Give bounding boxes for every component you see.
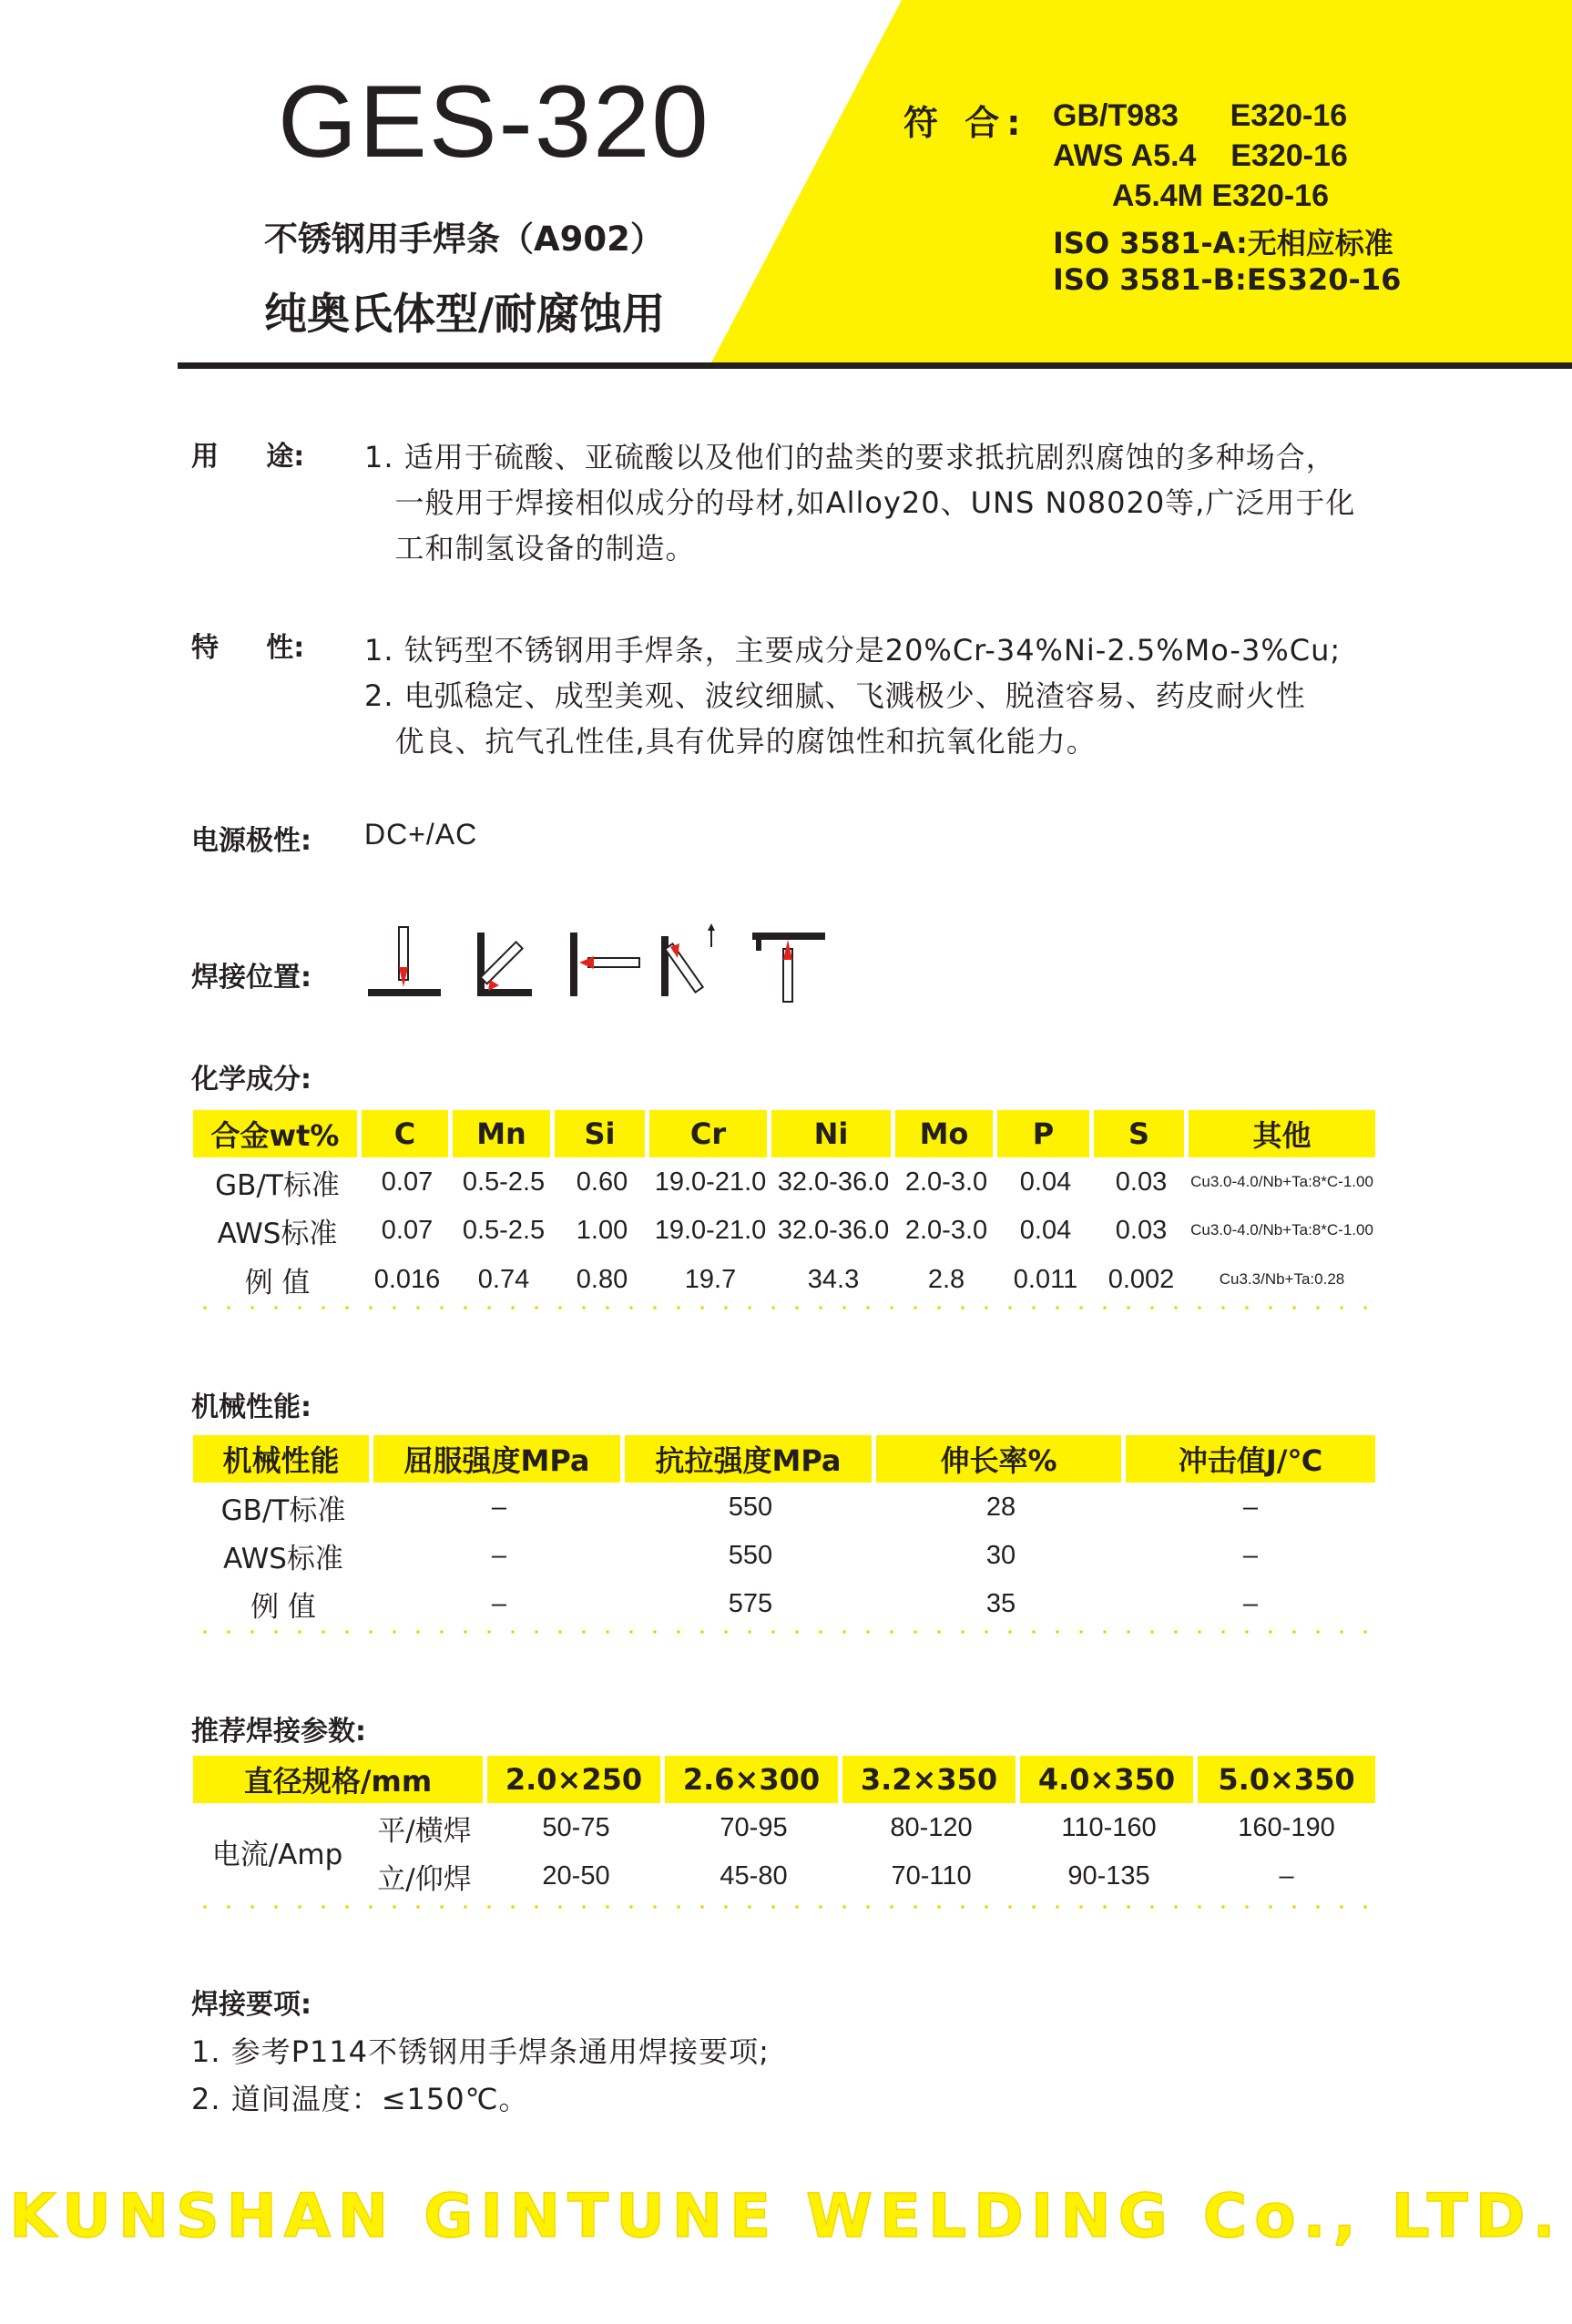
table-cell: GB/T标准 <box>215 1168 340 1202</box>
table-cell: 110-160 <box>1061 1812 1157 1842</box>
table-cell: 20-50 <box>542 1860 610 1891</box>
chemistry-title: 化学成分: <box>191 1064 311 1096</box>
welding-params-header: 5.0×350 <box>1198 1756 1375 1803</box>
table-cell: 19.0-21.0 <box>654 1215 767 1245</box>
mechanical-title: 机械性能: <box>191 1391 311 1423</box>
table-cell: 575 <box>728 1588 773 1618</box>
table-cell: 0.80 <box>576 1264 628 1294</box>
dotted-divider <box>193 1306 1368 1310</box>
dotted-divider <box>193 1630 1368 1634</box>
power-polarity-label: 电源极性: <box>191 825 311 857</box>
chemistry-table <box>193 1110 1375 1305</box>
mechanical-header: 屈服强度MPa <box>373 1435 625 1483</box>
features-line: 1. 钛钙型不锈钢用手焊条，主要成分是20%Cr-34%Ni-2.5%Mo-3%Cu; <box>364 633 1342 668</box>
table-cell: 例 值 <box>244 1266 311 1300</box>
table-row <box>193 1803 1375 1852</box>
table-cell: GB/T标准 <box>220 1493 346 1527</box>
product-code: GES-320 <box>278 65 710 178</box>
footer-company-name: KUNSHAN GINTUNE WELDING Co., LTD. <box>9 2181 1563 2251</box>
welding-params-header: 2.0×250 <box>487 1756 665 1803</box>
welding-params-title: 推荐焊接参数: <box>191 1716 366 1748</box>
table-cell: 0.5-2.5 <box>462 1215 546 1245</box>
features-label: 特 性: <box>191 632 305 664</box>
table-row <box>193 1254 1375 1305</box>
usage-label: 用 途: <box>191 441 305 473</box>
welding-params-header-row <box>193 1756 1375 1803</box>
standard-line: ISO 3581-B:ES320-16 <box>1053 262 1402 297</box>
table-cell: 1.00 <box>576 1215 628 1245</box>
welding-position-label: 焊接位置: <box>191 962 311 994</box>
table-cell: 32.0-36.0 <box>777 1167 890 1197</box>
table-cell: 70-110 <box>891 1860 972 1891</box>
table-cell: 2.8 <box>927 1264 965 1294</box>
table-cell: 50-75 <box>542 1812 610 1842</box>
table-row <box>193 1157 1375 1207</box>
mechanical-table <box>193 1435 1375 1628</box>
horizontal-fillet-position-icon <box>477 933 532 996</box>
table-cell: 19.7 <box>684 1264 737 1294</box>
table-cell: AWS标准 <box>217 1217 338 1250</box>
table-row <box>193 1532 1375 1579</box>
current-label: 电流/Amp <box>211 1838 343 1871</box>
mechanical-header: 冲击值J/℃ <box>1126 1435 1375 1483</box>
welding-params-table <box>193 1756 1375 1900</box>
table-cell: – <box>1279 1860 1294 1891</box>
chemistry-header: P <box>997 1110 1094 1157</box>
usage-line: 1. 适用于硫酸、亚硫酸以及他们的盐类的要求抵抗剧烈腐蚀的多种场合， <box>364 440 1336 474</box>
usage-line: 一般用于焊接相似成分的母材,如Alloy20、UNS N08020等,广泛用于化 <box>364 485 1356 520</box>
table-row <box>193 1579 1375 1628</box>
welding-positions-diagram <box>361 920 852 1011</box>
table-cell: 2.0-3.0 <box>904 1167 988 1197</box>
table-cell: 0.07 <box>381 1167 434 1197</box>
chemistry-header: Ni <box>771 1110 895 1157</box>
table-cell: – <box>1242 1492 1259 1522</box>
table-row <box>193 1852 1375 1900</box>
usage-line: 工和制氢设备的制造。 <box>364 531 696 566</box>
header-divider <box>178 362 1572 369</box>
table-cell: Cu3.0-4.0/Nb+Ta:8*C-1.00 <box>1190 1221 1373 1238</box>
table-cell: 2.0-3.0 <box>904 1215 988 1245</box>
welding-params-header: 直径规格/mm <box>193 1756 487 1803</box>
notes-title: 焊接要项: <box>191 1989 311 2021</box>
table-cell: 80-120 <box>890 1812 973 1842</box>
table-cell: 0.04 <box>1019 1215 1072 1245</box>
chemistry-header: 合金wt% <box>193 1110 362 1157</box>
standard-line: GB/T983 E320-16 <box>1053 98 1348 133</box>
table-cell: 0.07 <box>381 1215 434 1245</box>
vertical-up-position-icon <box>661 923 715 996</box>
standard-line: AWS A5.4 E320-16 <box>1053 138 1348 173</box>
chemistry-header: C <box>362 1110 453 1157</box>
table-cell: 0.011 <box>1013 1264 1078 1294</box>
chemistry-header: Cr <box>649 1110 771 1157</box>
dotted-divider <box>193 1905 1368 1909</box>
notes-line: 2. 道间温度：≤150℃。 <box>191 2082 529 2116</box>
table-cell: 160-190 <box>1238 1812 1335 1842</box>
welding-params-header: 3.2×350 <box>842 1756 1020 1803</box>
table-cell: Cu3.0-4.0/Nb+Ta:8*C-1.00 <box>1190 1173 1373 1190</box>
table-cell: 19.0-21.0 <box>654 1167 767 1197</box>
table-cell: 0.016 <box>373 1264 441 1294</box>
table-cell: AWS标准 <box>223 1542 343 1575</box>
chemistry-header-row <box>193 1110 1375 1157</box>
power-polarity-value: DC+/AC <box>364 818 478 851</box>
header-yellow-banner <box>0 0 1572 364</box>
table-row <box>193 1207 1375 1254</box>
table-cell: Cu3.3/Nb+Ta:0.28 <box>1219 1270 1345 1288</box>
table-cell: 30 <box>985 1540 1016 1570</box>
table-cell: 35 <box>985 1588 1016 1618</box>
chemistry-header: S <box>1094 1110 1189 1157</box>
overhead-position-icon <box>752 933 825 1002</box>
chemistry-header: Mo <box>895 1110 997 1157</box>
table-cell: 28 <box>985 1492 1016 1522</box>
standards-label: 符 合: <box>903 103 1028 143</box>
table-row <box>193 1483 1375 1532</box>
flat-position-icon <box>368 927 441 996</box>
table-cell: 45-80 <box>720 1860 788 1891</box>
table-cell: – <box>1242 1540 1259 1570</box>
chemistry-header: Mn <box>453 1110 555 1157</box>
welding-params-header: 4.0×350 <box>1020 1756 1198 1803</box>
mechanical-header-row <box>193 1435 1375 1483</box>
table-cell: – <box>491 1540 507 1570</box>
product-type: 纯奥氏体型/耐腐蚀用 <box>264 290 666 340</box>
features-line: 优良、抗气孔性佳,具有优异的腐蚀性和抗氧化能力。 <box>364 724 1097 759</box>
mechanical-header: 伸长率% <box>876 1435 1126 1483</box>
chemistry-header: 其他 <box>1189 1110 1375 1157</box>
table-cell: 550 <box>728 1492 773 1522</box>
standard-line: A5.4M E320-16 <box>1053 178 1329 213</box>
position-label: 平/横焊 <box>377 1814 472 1848</box>
table-cell: 550 <box>728 1540 773 1570</box>
welding-params-header: 2.6×300 <box>665 1756 842 1803</box>
horizontal-position-icon <box>570 933 639 996</box>
chemistry-header: Si <box>555 1110 649 1157</box>
table-cell: – <box>491 1492 507 1522</box>
table-cell: – <box>491 1588 507 1618</box>
table-cell: 0.60 <box>576 1167 628 1197</box>
mechanical-header: 机械性能 <box>193 1435 373 1483</box>
table-cell: 34.3 <box>807 1264 860 1294</box>
table-cell: 90-135 <box>1067 1860 1150 1891</box>
table-cell: – <box>1242 1588 1259 1618</box>
table-cell: 0.03 <box>1115 1167 1168 1197</box>
table-cell: 0.5-2.5 <box>462 1167 546 1197</box>
position-label: 立/仰焊 <box>377 1862 472 1896</box>
table-cell: 32.0-36.0 <box>777 1215 890 1245</box>
table-cell: 0.002 <box>1108 1264 1175 1294</box>
table-cell: 例 值 <box>250 1590 316 1624</box>
table-cell: 0.03 <box>1115 1215 1168 1245</box>
product-name: 不锈钢用手焊条（A902） <box>264 219 664 259</box>
notes-line: 1. 参考P114不锈钢用手焊条通用焊接要项; <box>191 2034 770 2069</box>
mechanical-header: 抗拉强度MPa <box>625 1435 876 1483</box>
table-cell: 0.74 <box>477 1264 530 1294</box>
table-cell: 70-95 <box>720 1812 788 1842</box>
standard-line: ISO 3581-A:无相应标准 <box>1053 226 1393 260</box>
table-cell: 0.04 <box>1019 1167 1072 1197</box>
features-line: 2. 电弧稳定、成型美观、波纹细腻、飞溅极少、脱渣容易、药皮耐火性 <box>364 678 1306 713</box>
